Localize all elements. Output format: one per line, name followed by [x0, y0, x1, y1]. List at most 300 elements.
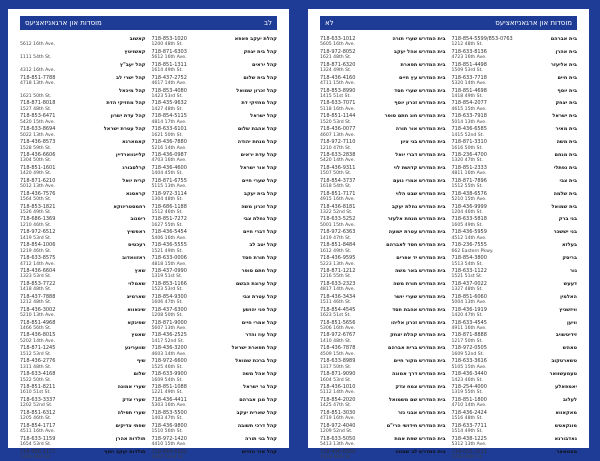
entry-name: בית המדרש מנחת אלעזר	[388, 216, 446, 222]
directory-entry	[152, 126, 278, 139]
directory-entry	[452, 165, 578, 178]
entry-address: 1419 47th St.	[320, 236, 351, 242]
entry-phone: 718-436-5555	[152, 242, 187, 248]
directory-entry	[452, 384, 578, 397]
directory-entry	[152, 384, 278, 397]
entry-phone: 718-436-3002	[20, 307, 55, 313]
entry-phone: 718-871-7896	[452, 178, 487, 184]
entry-address: 1513 54th St.	[452, 262, 483, 268]
directory-entry	[452, 307, 578, 320]
entry-address: 1604 53rd St.	[320, 378, 351, 384]
directory-entry	[152, 345, 278, 358]
entry-name: בית ישראל	[552, 113, 577, 119]
entry-phone: 718-851-6312	[20, 410, 55, 416]
entry-phone: 718-871-8888	[452, 332, 487, 338]
directory-entry	[320, 307, 446, 320]
directory-entry	[320, 358, 446, 371]
entry-phone: 718-436-8573	[20, 139, 55, 145]
entry-address: 1621 48th St.	[320, 55, 351, 61]
directory-entry	[20, 126, 146, 139]
entry-address: 4703 16th Ave.	[152, 158, 187, 164]
entry-phone: 718-851-3030	[320, 410, 355, 416]
directory-entry	[320, 229, 446, 242]
entry-address: 4817 14th Ave.	[320, 287, 355, 293]
entry-address: 1507 50th St.	[320, 171, 351, 177]
entry-address: 4811 16th Ave.	[452, 171, 487, 177]
directory-entry	[152, 320, 278, 333]
directory-entry	[452, 423, 578, 436]
entry-address: 1200 48th St.	[152, 42, 183, 48]
entry-phone: 718-972-4040	[320, 423, 355, 429]
directory-entry	[320, 397, 446, 410]
directory-entry	[320, 165, 446, 178]
entry-name: בית המדרש שערי יושר	[394, 294, 446, 300]
listing-column	[20, 36, 146, 442]
entry-name: שערי צדק	[122, 397, 145, 403]
directory-entry	[452, 75, 578, 88]
directory-entry	[320, 62, 446, 75]
entry-phone: 718-436-1919	[452, 307, 487, 313]
entry-name: זידיטשויב	[556, 332, 577, 338]
entry-address: 1304 48th St.	[152, 197, 183, 203]
directory-entry	[320, 320, 446, 333]
entry-name: שערי תפילה	[118, 410, 146, 416]
entry-phone: 718-236-7555	[452, 242, 487, 248]
entry-name: בית המדרש אהבת חסד	[392, 307, 445, 313]
entry-address: 5115 13th Ave.	[152, 184, 187, 190]
directory-entry	[320, 332, 446, 345]
entry-name: בית המדרש אמרי נועם	[393, 178, 446, 184]
directory-entry	[452, 62, 578, 75]
entry-name: ראזוואדוב	[122, 255, 145, 261]
entry-name: קהל יעב"ץ	[120, 62, 146, 68]
directory-entry	[452, 216, 578, 229]
entry-name: קהל מנחת יהודה	[238, 139, 277, 145]
directory-entry	[152, 281, 278, 294]
entry-address: 4723 16th Ave.	[452, 55, 487, 61]
entry-address: 4512 14th Ave.	[452, 236, 487, 242]
entry-name: קליינווארדיין	[116, 152, 146, 158]
directory-entry	[152, 36, 278, 49]
entry-name: בית המדרש לב שמחה	[395, 449, 445, 455]
entry-name: שלום	[133, 371, 145, 377]
entry-address: 1614 49th St.	[152, 68, 183, 74]
entry-phone: 718-972-6767	[320, 332, 355, 338]
directory-entry	[20, 178, 146, 191]
entry-name: שפינקא	[127, 320, 145, 326]
entry-name: שווערינע	[125, 345, 146, 351]
entry-phone: 718-633-2521	[452, 449, 487, 455]
directory-entry	[452, 371, 578, 384]
entry-phone: 718-436-6585	[452, 126, 487, 132]
entry-address: 1228 46th St.	[452, 455, 483, 461]
entry-address: 5202 14th Ave.	[20, 339, 55, 345]
entry-address: 5306 16th Ave.	[320, 326, 355, 332]
entry-name: קהל מגן אברהם	[239, 397, 277, 403]
entry-name: בית המדרש קהלת יצחק	[390, 332, 445, 338]
entry-address: 1219 46th St.	[20, 249, 51, 255]
page-number: לב	[264, 16, 272, 30]
directory-entry	[152, 113, 278, 126]
entry-address: 1306 52nd St.	[152, 455, 184, 461]
entry-name: בית המדרש אור תורה	[396, 126, 446, 132]
entry-name: קהל פני יהושע	[243, 307, 277, 313]
entry-name: קהל אור החיים	[242, 449, 277, 455]
entry-phone: 718-633-3337	[20, 397, 55, 403]
directory-entry	[152, 294, 278, 307]
listing-columns	[320, 36, 577, 442]
entry-name: סאטמאר	[556, 449, 577, 455]
entry-address: 5105 15th Ave.	[452, 365, 487, 371]
entry-address: 1627 55th St.	[152, 223, 183, 229]
entry-phone: 718-437-0022	[452, 281, 487, 287]
directory-entry	[152, 410, 278, 423]
entry-phone: 718-854-1717	[20, 423, 55, 429]
directory-entry	[320, 100, 446, 113]
entry-address: 1420 47th St.	[452, 313, 483, 319]
entry-address: 1210 47th St.	[320, 146, 351, 152]
entry-phone: 718-436-2525	[152, 332, 187, 338]
entry-address: 5312 13th Ave.	[452, 442, 487, 448]
entry-address: 1415 51st St.	[320, 94, 351, 100]
entry-name: רחמסטריווקא	[113, 204, 145, 210]
directory-entry	[452, 255, 578, 268]
entry-name: קהל בית יצחק	[244, 49, 277, 55]
directory-entry	[320, 139, 446, 152]
entry-name: בית מנחם	[555, 152, 577, 158]
directory-entry	[320, 242, 446, 255]
entry-phone: 718-853-1821	[20, 204, 55, 210]
entry-address: 4711 15th Ave.	[320, 81, 355, 87]
entry-name: קהל מחזיקי דת	[241, 100, 277, 106]
entry-phone: 718-854-4545	[320, 307, 355, 313]
entry-address: 1425 47th St.	[320, 403, 351, 409]
entry-phone: 718-436-7880	[152, 139, 187, 145]
entry-name: טעמעשוואר	[549, 371, 577, 377]
entry-name: קהל מחזיקי הדת	[106, 100, 145, 106]
entry-phone: 718-633-8989	[320, 358, 355, 364]
directory-entry	[20, 345, 146, 358]
directory-entry	[452, 242, 578, 255]
entry-phone: 718-254-4000	[452, 384, 487, 390]
directory-entry	[152, 229, 278, 242]
directory-entry	[452, 281, 578, 294]
entry-address: 4719 16th Ave.	[320, 416, 355, 422]
entry-name: בית אברהם	[551, 36, 577, 42]
entry-address: 1466 56th St.	[20, 326, 51, 332]
entry-address: 4710 14th Ave.	[452, 403, 487, 409]
directory-entry	[320, 281, 446, 294]
entry-address: 1423 53rd St.	[152, 94, 183, 100]
entry-address: 5210 15th Ave.	[452, 197, 487, 203]
entry-phone: 718-633-4545	[452, 320, 487, 326]
directory-entry	[152, 332, 278, 345]
entry-name: בית שמואל	[552, 204, 577, 210]
entry-address: 1512 55th St.	[452, 184, 483, 190]
directory-entry	[320, 410, 446, 423]
entry-address: 4607 13th Ave.	[320, 133, 355, 139]
entry-name: בני ברק	[559, 216, 577, 222]
entry-address: 1621 50th St.	[152, 133, 183, 139]
entry-address: 5014 13th Ave.	[452, 120, 487, 126]
entry-address: 4915 16th Ave.	[320, 197, 355, 203]
entry-address: 1521 49th St.	[152, 249, 183, 255]
entry-address: 1415 52nd St.	[452, 133, 484, 139]
entry-address: 4410 15th Ave.	[152, 442, 187, 448]
entry-phone: 718-851-4498	[452, 62, 487, 68]
entry-name: בית המדרש דרך אמונה	[392, 371, 445, 377]
entry-name: בית המדרש בני ציון	[401, 139, 446, 145]
directory-entry	[452, 410, 578, 423]
entry-address: 4312 16th Ave.	[20, 68, 55, 74]
entry-address: 1609 52nd St.	[452, 352, 484, 358]
entry-address: 1320 47th St.	[452, 158, 483, 164]
directory-entry	[20, 307, 146, 320]
entry-name: שאטץ	[131, 332, 145, 338]
entry-phone: 718-437-6300	[152, 307, 187, 313]
entry-phone: 718-633-8694	[20, 126, 55, 132]
directory-entry	[452, 332, 578, 345]
directory-entry	[452, 191, 578, 204]
directory-entry	[152, 242, 278, 255]
entry-phone: 718-851-7171	[320, 191, 355, 197]
entry-phone: 718-633-1159	[20, 436, 55, 442]
entry-phone: 718-851-8211	[20, 384, 55, 390]
entry-name: בית המדרש יד אפרים	[396, 255, 445, 261]
entry-phone: 718-633-7718	[452, 75, 487, 81]
entry-phone: 718-436-1010	[320, 384, 355, 390]
entry-phone: 718-436-6060	[320, 449, 355, 455]
entry-address: 5210 13th Ave.	[20, 313, 55, 319]
listing-column	[320, 36, 446, 442]
directory-entry	[20, 36, 146, 49]
entry-address: 1212 48th St.	[452, 42, 483, 48]
directory-entry	[320, 294, 446, 307]
directory-entry	[152, 152, 278, 165]
entry-address: 5420 15th Ave.	[20, 120, 55, 126]
entry-address: 1324 49th St.	[320, 68, 351, 74]
entry-phone: 718-853-4080	[152, 88, 187, 94]
directory-entry	[320, 216, 446, 229]
entry-phone: 718-236-4700	[452, 152, 487, 158]
directory-entry	[20, 397, 146, 410]
directory-entry	[452, 139, 578, 152]
directory-entry	[452, 88, 578, 101]
entry-address: 5022 13th Ave.	[20, 133, 55, 139]
entry-name: שערי אמונה	[117, 384, 145, 390]
entry-address: 4511 16th Ave.	[20, 429, 55, 435]
entry-address: 1510 56th St.	[152, 429, 183, 435]
entry-address: 1616 50th St.	[452, 146, 483, 152]
entry-address: 4712 14th Ave.	[20, 262, 55, 268]
entry-phone: 718-436-3434	[320, 294, 355, 300]
entry-address: 1304 50th St.	[20, 158, 51, 164]
directory-entry	[320, 371, 446, 384]
entry-address: 1610 51st St.	[20, 390, 51, 396]
entry-phone: 718-854-2077	[452, 100, 487, 106]
entry-phone: 718-435-9632	[152, 100, 187, 106]
entry-name: רימנוב	[130, 216, 145, 222]
entry-phone: 718-633-1012	[320, 36, 355, 42]
entry-address: 5303 16th Ave.	[152, 403, 187, 409]
entry-phone: 718-436-7576	[20, 191, 55, 197]
directory-entry	[152, 62, 278, 75]
entry-name: מאקאווא	[555, 410, 577, 416]
entry-phone: 718-972-6363	[320, 229, 355, 235]
entry-address: 4617 14th Ave.	[152, 81, 187, 87]
entry-name: בעלזא	[562, 242, 577, 248]
directory-entry	[20, 371, 146, 384]
entry-phone: 718-851-1800	[452, 397, 487, 403]
entry-phone: 718-972-6512	[20, 229, 55, 235]
entry-name: רעכטיס	[128, 242, 145, 248]
directory-entry	[320, 191, 446, 204]
entry-name: בית המדרש תורת משה	[393, 281, 445, 287]
directory-entry	[20, 139, 146, 152]
entry-address: 1322 52nd St.	[320, 210, 352, 216]
right-page	[308, 9, 589, 448]
entry-phone: 718-851-8484	[320, 242, 355, 248]
entry-phone: 718-436-9999	[452, 204, 487, 210]
entry-name: לעלוב	[563, 397, 577, 403]
entry-name: קהל תפארת ישראל	[232, 345, 277, 351]
directory-entry	[320, 36, 446, 49]
entry-name: קהלת יעקב פאפא	[235, 36, 277, 42]
entry-address: 1111 54th St.	[20, 55, 51, 61]
listing-columns	[20, 36, 277, 442]
entry-name: קהל בני תורה	[245, 436, 277, 442]
entry-address: 5413 13th Ave.	[320, 442, 355, 448]
directory-entry	[20, 229, 146, 242]
entry-address: 1521 51st St.	[452, 274, 483, 280]
entry-name: שארמיצ	[127, 294, 146, 300]
entry-name: קהל נחלת צבי	[243, 216, 277, 222]
entry-phone: 718-633-8575	[20, 255, 55, 261]
directory-entry	[452, 268, 578, 281]
entry-phone: 718-972-3114	[152, 191, 187, 197]
entry-phone: 718-633-3616	[452, 358, 487, 364]
entry-phone: 718-871-3310	[452, 139, 487, 145]
entry-address: 662 Eastern Pkwy.	[452, 249, 494, 255]
entry-address: 1509 53rd St.	[452, 68, 483, 74]
entry-phone: 718-436-2424	[452, 410, 487, 416]
entry-phone: 718-851-2333	[452, 165, 487, 171]
entry-name: בית המדרש עץ חיים	[399, 75, 445, 81]
directory-entry	[320, 449, 446, 461]
entry-phone: 718-437-7888	[20, 294, 55, 300]
entry-address: 4818 15th Ave.	[152, 262, 187, 268]
entry-address: 1654 53rd St.	[20, 442, 51, 448]
entry-address: 1221 49th St.	[152, 390, 183, 396]
entry-phone: 718-438-6576	[452, 191, 487, 197]
entry-name: בית המדרש צמח צדק	[395, 384, 445, 390]
directory-entry	[320, 255, 446, 268]
entry-phone: 718-436-6604	[20, 268, 55, 274]
directory-entry	[452, 178, 578, 191]
entry-phone: 718-854-1006	[20, 242, 55, 248]
entry-phone: 718-686-1188	[152, 204, 187, 210]
entry-name: קהל יראים	[252, 62, 277, 68]
directory-entry	[152, 75, 278, 88]
directory-entry	[152, 191, 278, 204]
entry-phone: 718-871-6320	[320, 62, 355, 68]
directory-entry	[452, 152, 578, 165]
directory-entry	[20, 88, 146, 101]
entry-phone: 718-851-1088	[152, 384, 187, 390]
entry-address: 1208 50th St.	[152, 313, 183, 319]
directory-entry	[152, 49, 278, 62]
entry-phone: 718-854-5599/853-0763	[452, 36, 513, 42]
entry-phone: 718-853-8990	[320, 88, 355, 94]
directory-entry	[20, 49, 146, 62]
section-title: מוסדות און ארגאניזאציעס	[495, 16, 572, 30]
entry-name: וויזשניץ	[559, 307, 577, 313]
entry-phone: 718-853-6471	[20, 113, 55, 119]
entry-name: בית נפתלי	[554, 165, 577, 171]
directory-entry	[452, 113, 578, 126]
entry-address: 1319 55th St.	[452, 390, 483, 396]
entry-name: קהל ישרי לב	[116, 75, 145, 81]
directory-entry	[20, 75, 146, 88]
directory-entry	[320, 204, 446, 217]
entry-address: 5004 13th Ave.	[452, 300, 487, 306]
entry-name: בית המדרש שם משמואל	[389, 397, 446, 403]
entry-phone: 718-972-7110	[320, 139, 355, 145]
entry-name: קהל עדת ישרון	[110, 113, 145, 119]
entry-name: בית המדרש נחלת יעקב	[392, 204, 446, 210]
entry-address: 4603 14th Ave.	[152, 352, 187, 358]
entry-address: 1512 46th St.	[152, 210, 183, 216]
entry-address: 1319 51st St.	[152, 274, 183, 280]
directory-entry	[320, 49, 446, 62]
entry-name: האלמין	[560, 294, 577, 300]
directory-entry	[152, 139, 278, 152]
entry-name: שפתי צדיקים	[115, 423, 145, 429]
directory-entry	[152, 216, 278, 229]
directory-entry	[20, 358, 146, 371]
entry-name: שיף	[137, 358, 146, 364]
entry-name: קהל שערי חיים	[242, 178, 277, 184]
directory-entry	[152, 307, 278, 320]
directory-entry	[20, 216, 146, 229]
entry-address: 1512 53rd St.	[20, 352, 51, 358]
entry-phone: 718-437-0990	[152, 268, 187, 274]
entry-name: קאמארנא	[122, 139, 146, 145]
entry-address: 5420 14th Ave.	[320, 158, 355, 164]
directory-entry	[20, 113, 146, 126]
entry-address: 1621 50th St.	[20, 94, 51, 100]
entry-address: 1427 48th St.	[152, 107, 183, 113]
entry-name: תולדות יעקב יוסף	[104, 449, 145, 455]
entry-phone: 718-436-5959	[452, 229, 487, 235]
entry-name: נאדבורנא	[554, 436, 577, 442]
entry-phone: 718-851-1601	[20, 165, 55, 171]
entry-address: 1618 54th St.	[320, 184, 351, 190]
entry-phone: 718-633-4168	[20, 371, 55, 377]
directory-entry	[152, 204, 278, 217]
entry-name: קהל מיכאל	[119, 88, 145, 94]
entry-address: 1323 53rd St.	[20, 274, 51, 280]
entry-phone: 718-436-8015	[20, 332, 55, 338]
entry-name: בית אליעזר	[551, 62, 577, 68]
entry-name: דעעש	[564, 281, 577, 287]
directory-entry	[320, 152, 446, 165]
directory-entry	[20, 332, 146, 345]
entry-address: 1511 46th St.	[320, 300, 351, 306]
entry-phone: 718-854-6262	[152, 449, 187, 455]
entry-name: קהל עטרת ישראל	[104, 126, 146, 132]
entry-name: גור	[570, 268, 577, 274]
